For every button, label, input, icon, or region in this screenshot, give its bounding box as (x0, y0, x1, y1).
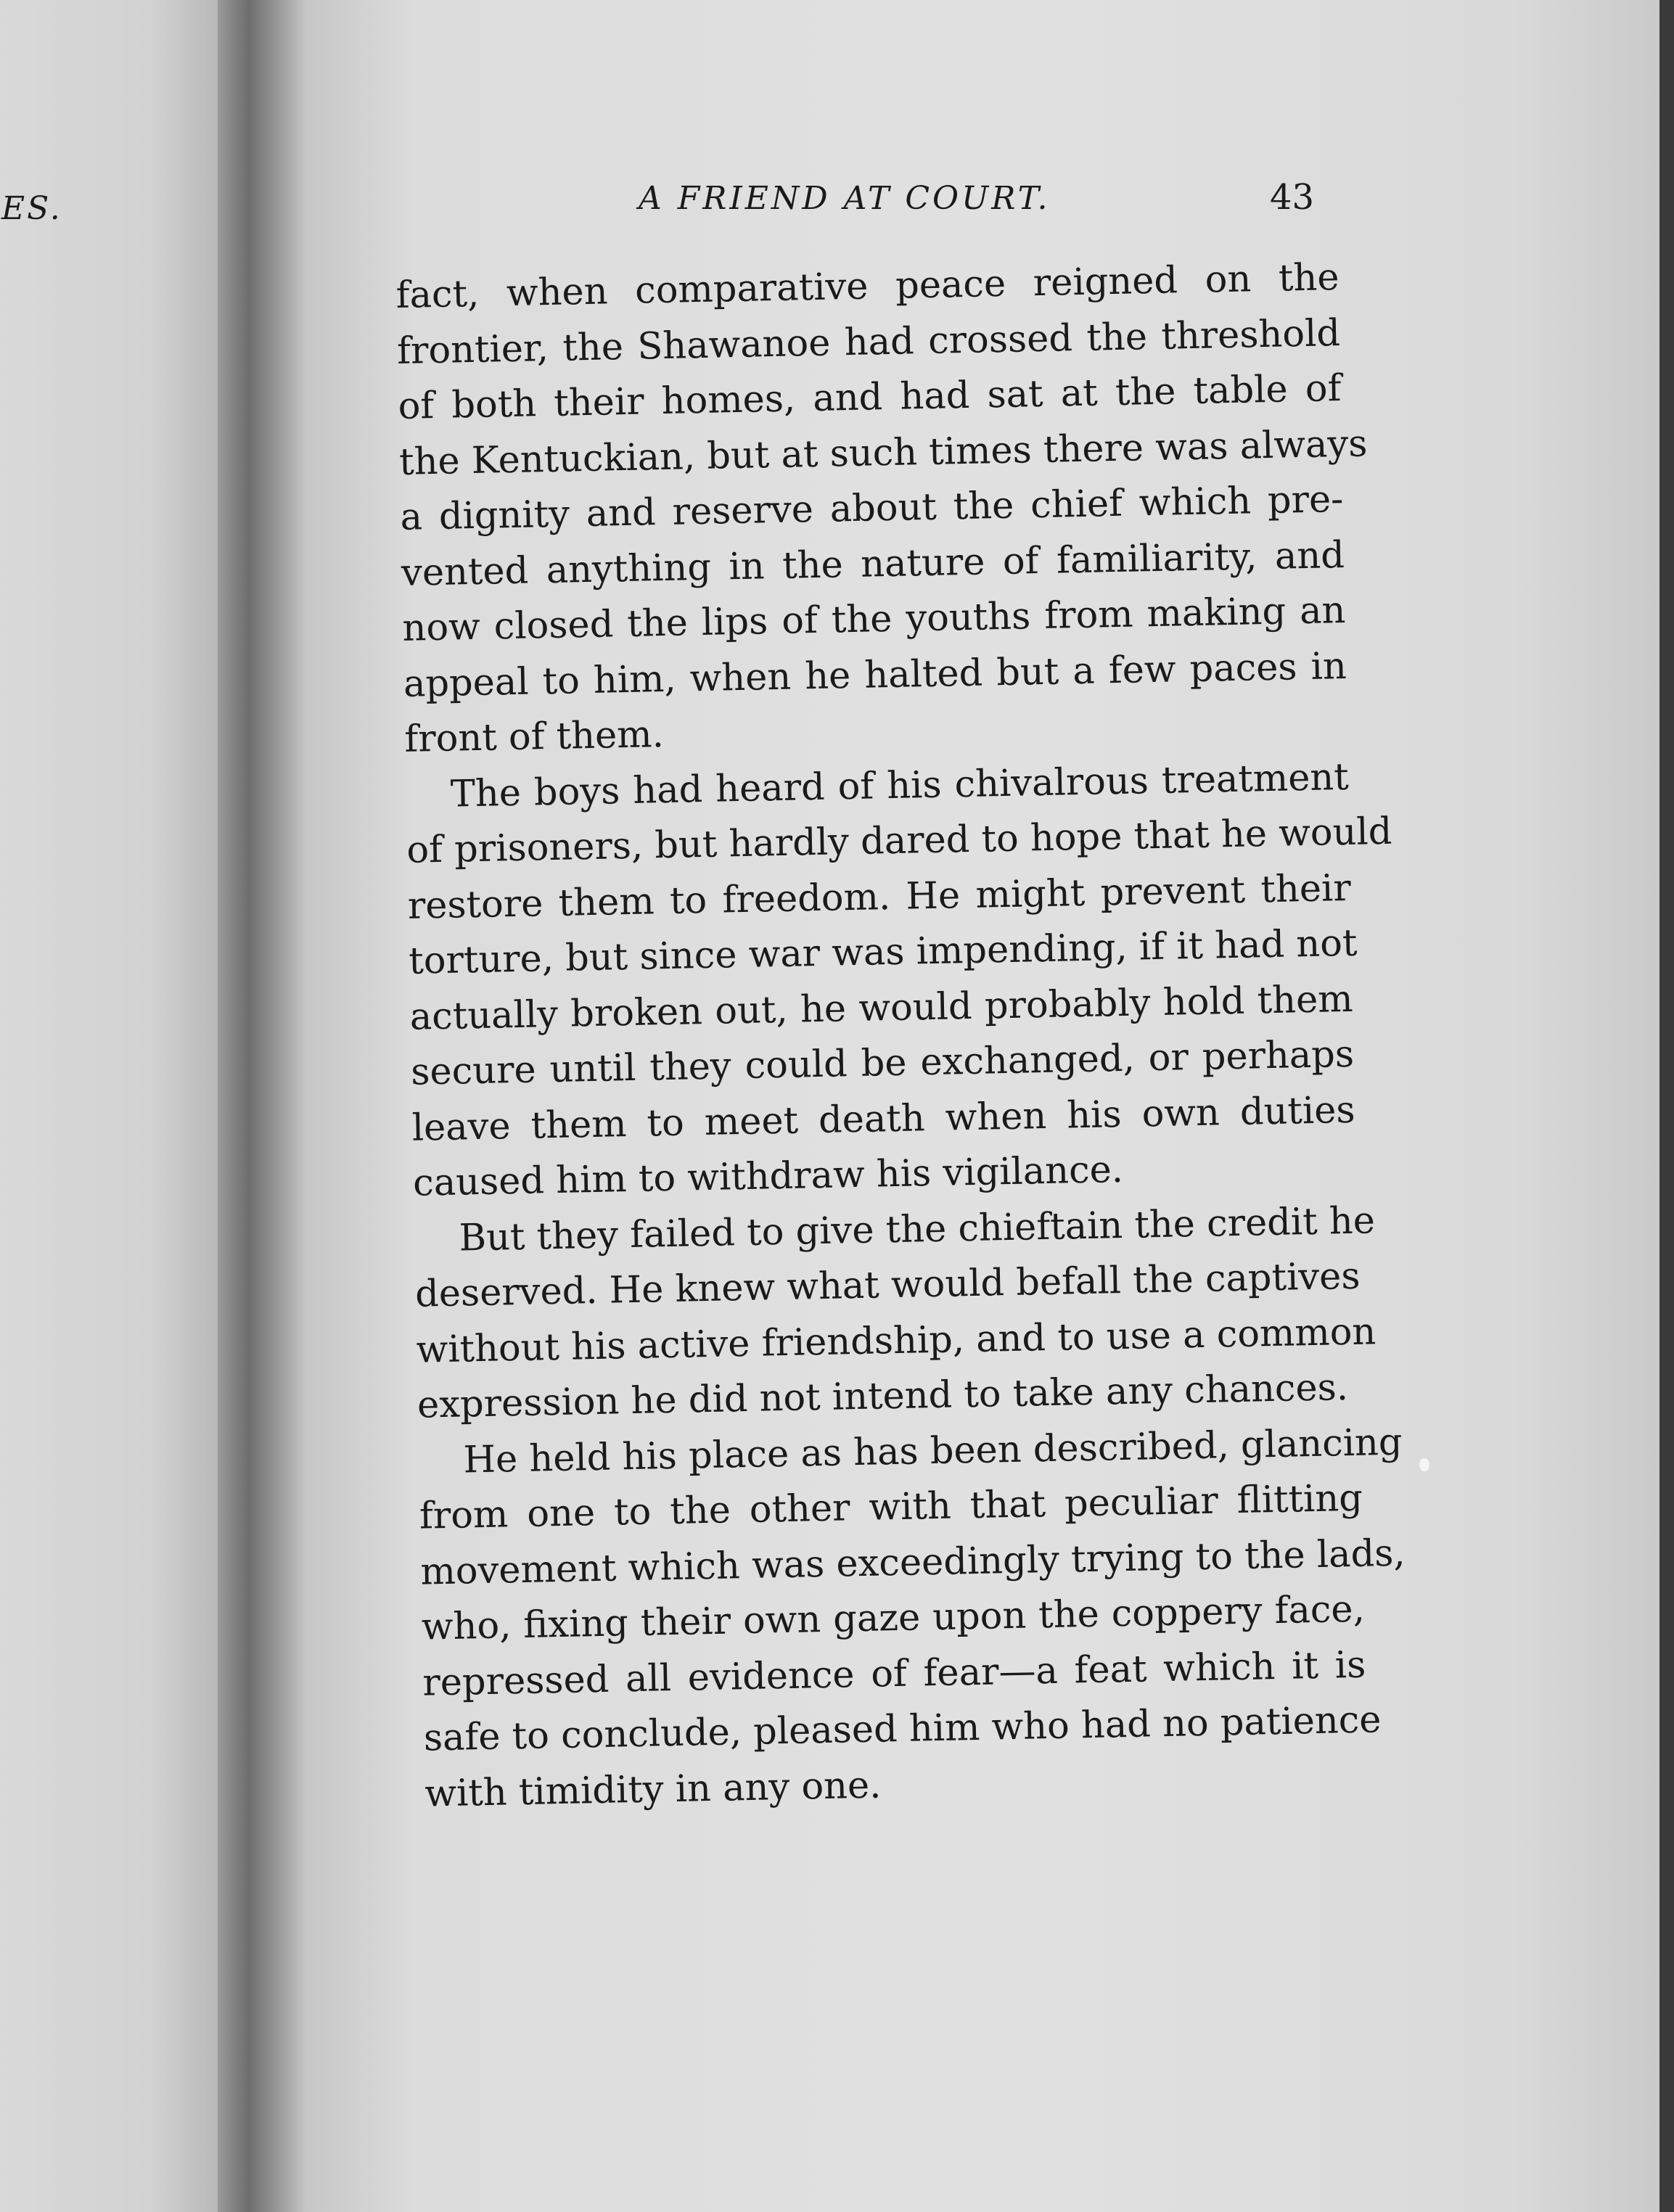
paragraph (418, 1415, 1406, 1822)
text-line: front of them. (403, 713, 665, 761)
text-line: safe to conclude, pleased him who had no patience (423, 1698, 1382, 1760)
left-facing-page (0, 0, 218, 2212)
text-line: expression he did not intend to take any chances. (417, 1366, 1349, 1427)
paragraph (395, 250, 1368, 768)
text-line: leave them to meet death when his own duties (411, 1088, 1356, 1150)
text-line: But they failed to give the chieftain the credit he (459, 1198, 1376, 1260)
body-text (395, 250, 1406, 1822)
text-line: actually broken out, he would probably hold them (409, 977, 1354, 1039)
text-line: torture, but since war was impending, if it had not (408, 921, 1358, 983)
paper-speck (1419, 1458, 1429, 1471)
paragraph (405, 749, 1392, 1212)
text-line: deserved. He knew what would befall the captives (414, 1254, 1361, 1316)
text-line: The boys had heard of his chivalrous treatment (450, 755, 1350, 816)
text-line: without his active friendship, and to use a common (416, 1309, 1376, 1372)
text-line: caused him to withdraw his vigilance. (412, 1148, 1124, 1205)
text-line: now closed the lips of the youths from making an (401, 588, 1346, 650)
text-line: who, fixing their own gaze upon the coppery face, (421, 1587, 1366, 1649)
gutter-shadow (218, 0, 305, 2212)
text-line: frontier, the Shawanoe had crossed the threshold (396, 311, 1341, 373)
text-line: the Kentuckian, but at such times there was always (398, 422, 1368, 484)
text-line: fact, when comparative peace reigned on the (395, 256, 1340, 317)
text-line: repressed all evidence of fear—a feat which it is (422, 1643, 1366, 1705)
text-line: restore them to freedom. He might prevent their (407, 866, 1352, 928)
text-line: vented anything in the nature of familiarity, and (401, 533, 1345, 595)
text-line: a dignity and reserve about the chief which pre- (400, 477, 1344, 539)
text-line: He held his place as has been described, glancing (462, 1420, 1403, 1482)
page-edge (1659, 0, 1674, 2212)
text-line: of prisoners, but hardly dared to hope that he would (406, 810, 1392, 872)
running-title: A FRIEND AT COURT. (639, 180, 1051, 217)
text-line: of both their homes, and had sat at the table of (398, 367, 1342, 428)
text-line: with timidity in any one. (424, 1764, 882, 1816)
text-line: appeal to him, when he halted but a few paces in (403, 644, 1347, 706)
left-running-header: ES. (1, 190, 62, 227)
text-line: movement which was exceedingly trying to the lads, (419, 1531, 1406, 1594)
page-number: 43 (1270, 177, 1315, 218)
text-line: from one to the other with that peculiar flitting (419, 1476, 1363, 1538)
paragraph (414, 1193, 1376, 1434)
text-line: secure until they could be exchanged, or perhaps (410, 1032, 1355, 1094)
